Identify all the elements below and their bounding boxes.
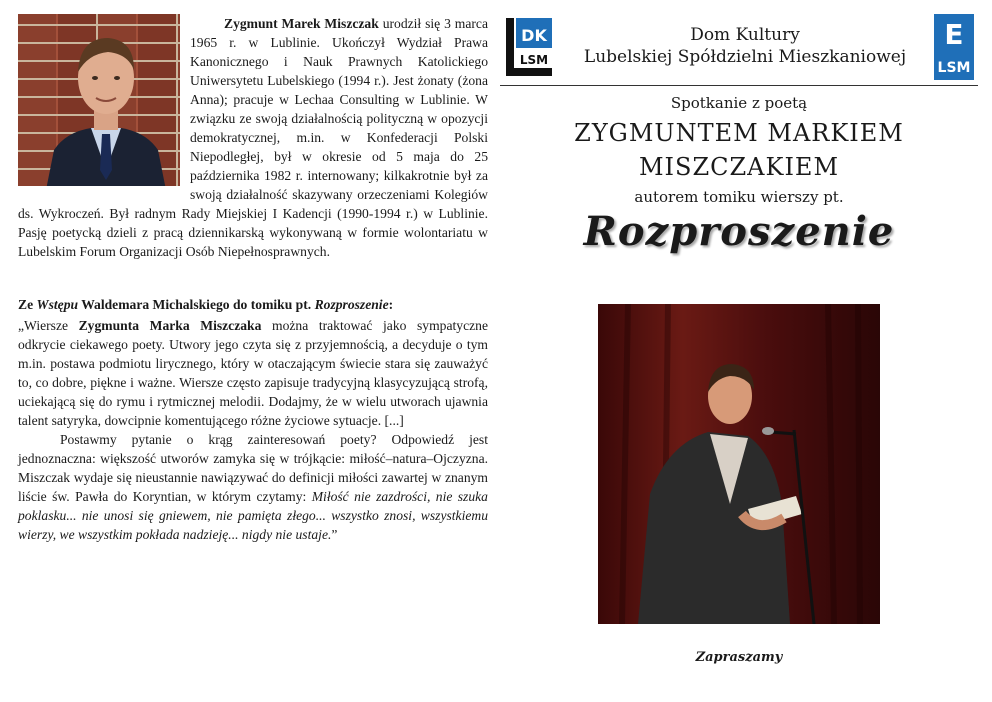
intro-p1-name: Zygmunta Marka Miszczaka bbox=[78, 318, 262, 333]
meeting-label: Spotkanie z poetą bbox=[670, 94, 808, 112]
lsm-logo bbox=[934, 14, 974, 80]
dk-logo-top-text: DK bbox=[521, 26, 547, 45]
right-column bbox=[500, 10, 978, 255]
intro-text bbox=[18, 316, 488, 544]
org-line-1: Dom Kultury bbox=[690, 25, 800, 45]
author-label: autorem tomiku wierszy pt. bbox=[634, 188, 844, 206]
intro-p2-end: ” bbox=[331, 527, 338, 542]
poet-name-line-1: ZYGMUNTEM MARKIEM bbox=[574, 119, 904, 147]
corinthians-quote: Miłość nie zazdrości, nie szuka poklasku... nie unosi się gniewem, nie pamięta złego... wszystko znosi, wszystkiemu wierzy, we wszystkim pokłada nadzieję... nigdy nie ustaje. bbox=[18, 489, 488, 542]
invitation-text: Zapraszamy bbox=[695, 650, 783, 665]
org-line-2: Lubelskiej Spółdzielni Mieszkaniowej bbox=[583, 47, 907, 67]
header bbox=[500, 10, 978, 86]
intro-heading-book: Rozproszenie bbox=[314, 297, 389, 312]
intro-p1-pre: „Wiersze bbox=[18, 318, 79, 333]
intro-paragraph-1 bbox=[18, 316, 488, 430]
lsm-logo-bottom-text: LSM bbox=[937, 60, 971, 76]
intro-p1-post: można traktować jako sympatyczne odkrycie ciekawego poety. Utwory jego czyta się z przyjemnością, a decyduje o tym m.in. postawa podmiotu lirycznego, który w otaczającym świecie stara się zauważyć to, co dobre, piękne i ważne. Wiersze często zapisuje tradycyjną klasycyzującą strofą, uciekającą się do rymu i rytmicznej melodii. Dodajmy, że w wielu utworach ujawnia talent satyryka, dowcipnie komentującego różne życiowe sytuacje. [...] bbox=[18, 318, 488, 428]
dk-lsm-logo bbox=[504, 16, 554, 78]
intro-heading-pre: Ze bbox=[18, 297, 37, 312]
author-portrait bbox=[18, 14, 180, 186]
book-title: Rozproszenie bbox=[583, 208, 895, 255]
intro-p2-text: Postawmy pytanie o krąg zainteresowań poety? Odpowiedź jest jednoznaczna: większość utworów zamyka się w trójkącie: miłość–natura–Ojczyzna. Miszczak wydaje się nieustannie nawiązywać do definicji miłości zawartej w znanym liście św. Pawła do Koryntian, w którym czytamy: bbox=[18, 432, 488, 504]
man-in-suit-image bbox=[36, 20, 176, 186]
intro-paragraph-2 bbox=[18, 430, 488, 544]
author-name-bold: Zygmunt Marek Miszczak bbox=[224, 16, 379, 31]
intro-heading-post: : bbox=[388, 297, 394, 312]
dk-logo-bottom-text: LSM bbox=[519, 53, 549, 67]
biography-text: urodził się 3 marca 1965 r. w Lublinie. Ukończył Wydział Prawa Kanonicznego i Nauk Prawnych Katolickiego Uniwersytetu Lubelskiego (1994 r.). Jest żonaty (żona Anna); pracuje w Lechaa Consulting w Lublinie. W związku ze swoją działalnością polityczną w opozycji demokratycznej, m.in. w Konfederacji Polski Niepodległej, był w okresie od 5 maja do 25 października 1982 r. internowany; kilkakrotnie był za swoją działalność skazywany orzeczeniami Kolegiów ds. Wykroczeń. Był radnym Rady Miejskiej I Kadencji (1990-1994 r.) w Lublinie. Pasję poetycką dzieli z pracą dziennikarską wykonywaną w formie wolontariatu w Lubelskim Forum Organizacji Osób Niepełnosprawnych. bbox=[18, 16, 488, 259]
stage-reading-image bbox=[598, 304, 880, 624]
organization-name bbox=[562, 24, 928, 68]
poet-name-line-2: MISZCZAKIEM bbox=[638, 153, 840, 181]
intro-heading-mid: Waldemara Michalskiego do tomiku pt. bbox=[78, 297, 315, 312]
left-column bbox=[18, 14, 488, 544]
intro-heading-wstep: Wstępu bbox=[36, 297, 79, 312]
poet-reading-photo bbox=[598, 304, 880, 624]
intro-heading bbox=[18, 295, 488, 314]
poet-name bbox=[500, 116, 978, 184]
lsm-logo-top-text: E bbox=[944, 18, 964, 51]
